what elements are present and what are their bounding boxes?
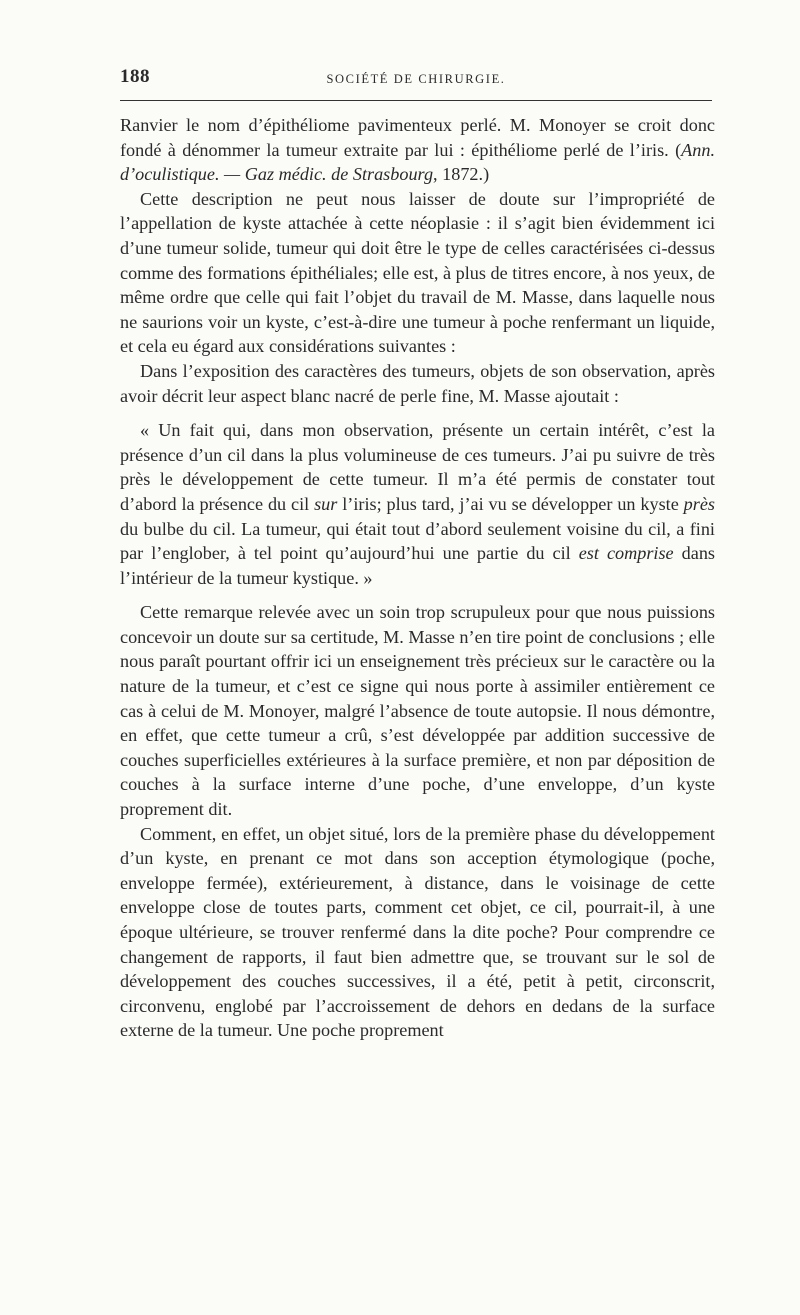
quotation-text-b: l’iris; plus tard, j’ai vu se développer un kyste — [337, 493, 684, 514]
quotation-emphasis-pres: près — [683, 493, 715, 514]
quotation-emphasis-sur: sur — [314, 493, 338, 514]
paragraph-2: Cette description ne peut nous laisser de doute sur l’impropriété de l’appellation de kyste attachée à cette néoplasie : il s’agit bien évidemment ici d’une tumeur solide, tumeur qui doit être le type de celles caractérisées ci-dessus comme des formations épithéliales; elle est, à plus de titres encore, à nos yeux, de même ordre que celle qui fait l’objet du travail de M. Masse, dans laquelle nous ne saurions voir un kyste, c’est-à-dire une tumeur à poche renfermant un liquide, et cela eu égard aux considérations suivantes : — [120, 188, 715, 357]
paragraph-3: Dans l’exposition des caractères des tumeurs, objets de son observation, après avoir décrit leur aspect blanc nacré de perle fine, M. Masse ajoutait : — [120, 360, 715, 406]
quotation-emphasis-est-comprise: est comprise — [578, 543, 674, 564]
paragraph-1 — [120, 113, 715, 187]
quotation-text-d: dans l’intérieur de la tumeur kystique. » — [120, 543, 715, 588]
quotation-text-a: « Un fait qui, dans mon observation, présente un certain intérêt, c’est la présence d’un cil dans la plus volumineuse de ces tumeurs. J’ai pu suivre de très près le développement de cette tumeur. Il m’a été permis de constater tout d’abord la présence du cil — [120, 420, 715, 514]
paragraph-1-reference: Ann. d’oculistique. — Gaz médic. de Strasbourg — [120, 139, 715, 185]
paragraph-4: Cette remarque relevée avec un soin trop scrupuleux pour que nous puissions concevoir un doute sur sa certitude, M. Masse n’en tire point de conclusions ; elle nous paraît pourtant offrir ici un enseignement très précieux sur le caractère ou la nature de la tumeur, et c’est ce signe qui nous porte à assimiler entièrement ce cas à celui de M. Monoyer, malgré l’absence de toute autopsie. Il nous démontre, en effet, que cette tumeur a crû, s’est développée par addition successive de couches superficielles extérieures à la surface première, et non par déposition de couches à la surface interne d’une poche, d’une enveloppe, d’un kyste proprement dit. — [120, 602, 715, 820]
quotation — [120, 418, 715, 590]
header-rule — [120, 100, 712, 101]
paragraph-5: Comment, en effet, un objet situé, lors de la première phase du développement d’un kyste, en prenant ce mot dans son acception étymologique (poche, enveloppe fermée), extérieurement, à distance, dans le voisinage de cette enveloppe close de toutes parts, comment cet objet, ce cil, pourrait-il, à une époque ultérieure, se trouver renfermé dans la dite poche? Pour comprendre ce changement de rapports, il faut bien admettre que, se trouvant sur le sol de développement des couches successives, il a été, petit à petit, circonscrit, circonvenu, englobé par l’accroissement de dehors en dedans de la surface externe de la tumeur. Une poche proprement — [120, 823, 715, 1041]
page-number: 188 — [120, 66, 150, 87]
body-text — [120, 113, 715, 1043]
paragraph-1-text-b: , 1872.) — [433, 164, 490, 185]
quotation-text-c: du bulbe du cil. La tumeur, qui était tout d’abord seulement voisine du cil, a fini par l’englober, à tel point qu’aujourd’hui une partie du cil — [120, 518, 715, 564]
paragraph-1-text-a: Ranvier le nom d’épithéliome pavimenteux perlé. M. Monoyer se croit donc fondé à dénommer la tumeur extraite par lui : épithéliome perlé de l’iris. ( — [120, 115, 715, 160]
running-head: SOCIÉTÉ DE CHIRURGIE. — [326, 72, 506, 86]
page-header — [120, 62, 712, 92]
